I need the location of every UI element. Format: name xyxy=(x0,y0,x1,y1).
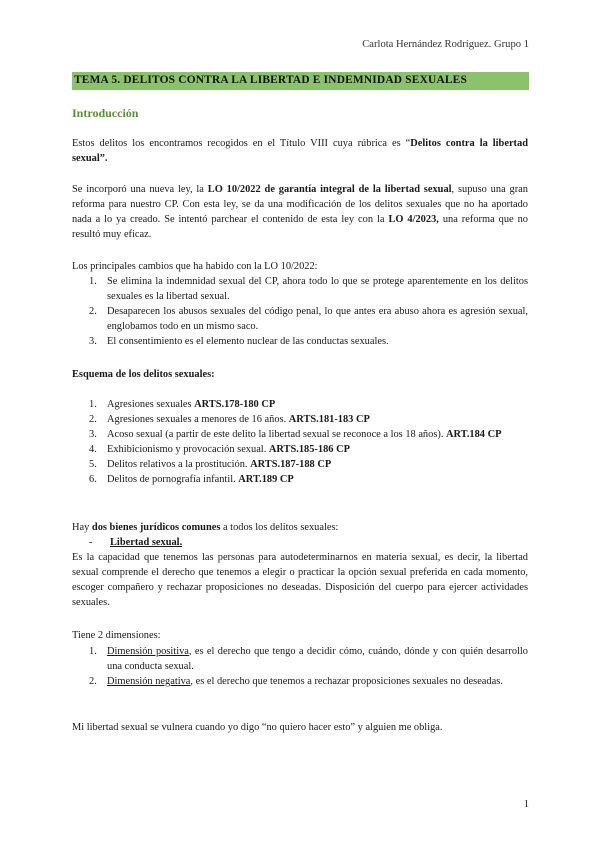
page-number: 1 xyxy=(523,799,529,810)
list-item xyxy=(72,412,528,427)
dimension-label: Dimensión negativa xyxy=(107,676,191,687)
list-item-text: Agresiones sexuales a menores de 16 años. xyxy=(107,414,289,425)
intro-p2-text-c: , supuso una gran reforma para nuestro CP. Con esta ley, se da una modificación de los delitos sexuales que no ha aportado nada a lo ya creado. Se intentó parchear el contenido de esta ley con la xyxy=(72,184,528,225)
list-item-article: ARTS.181-183 CP xyxy=(288,414,370,425)
list-item-number: 3. xyxy=(89,429,97,440)
changes-list xyxy=(72,274,528,349)
list-item-number: 2. xyxy=(89,306,97,317)
intro-paragraph-2 xyxy=(72,182,528,242)
intro-p2-text-a: Se incorporó una nueva ley, la xyxy=(72,184,208,195)
goods-item-label xyxy=(110,535,182,550)
list-item-number: 4. xyxy=(89,444,97,455)
document-title: TEMA 5. DELITOS CONTRA LA LIBERTAD E INDEMNIDAD SEXUALES xyxy=(74,74,467,86)
list-item-article: ARTS.187-188 CP xyxy=(250,459,332,470)
list-item-text: Agresiones sexuales xyxy=(107,399,195,410)
list-item-article: ART.189 CP xyxy=(238,474,294,485)
list-item-text: Exhibicionismo y provocación sexual. xyxy=(107,444,269,455)
dimensions-intro: Tiene 2 dimensiones: xyxy=(72,630,161,641)
intro-p2-law-2023: LO 4/2023, xyxy=(388,214,439,225)
goods-intro-text-c: a todos los delitos sexuales: xyxy=(220,522,339,533)
scheme-list xyxy=(72,397,528,487)
list-item-article: ART.184 CP xyxy=(446,429,502,440)
list-item xyxy=(72,442,528,457)
list-item-number: 2. xyxy=(89,414,97,425)
section-heading-introduccion: Introducción xyxy=(72,106,139,120)
list-item-text: , es el derecho que tenemos a rechazar proposiciones sexuales no deseadas. xyxy=(190,676,503,687)
intro-p2-text-e: una reforma que no resultó muy eficaz. xyxy=(72,214,528,240)
intro-p2-law-name: LO 10/2022 de garantía integral de la libertad sexual xyxy=(207,184,452,195)
goods-intro-text-a: Hay xyxy=(72,522,92,533)
list-item xyxy=(72,427,528,442)
page-header-author: Carlota Hernández Rodríguez. Grupo 1 xyxy=(362,39,529,50)
list-item-number: 1. xyxy=(89,646,97,657)
list-item xyxy=(72,644,528,674)
intro-p1-text: Estos delitos los encontramos recogidos en el Título VIII cuya rúbrica es “ xyxy=(72,138,411,149)
list-item-number: 1. xyxy=(89,399,97,410)
list-item-article: ARTS.185-186 CP xyxy=(268,444,350,455)
list-item-text: El consentimiento es el elemento nuclear de las conductas sexuales. xyxy=(107,336,389,347)
goods-intro xyxy=(72,520,528,535)
list-item xyxy=(72,472,528,487)
goods-item-text: Libertad sexual. xyxy=(110,537,183,548)
scheme-heading-text: Esquema de los delitos sexuales: xyxy=(72,369,215,380)
list-item-text: , es el derecho que tengo a decidir cómo, cuándo, dónde y con quién desarrollo una conducta sexual. xyxy=(107,646,528,672)
list-item-number: 5. xyxy=(89,459,97,470)
list-item xyxy=(72,674,528,689)
intro-paragraph-1 xyxy=(72,136,528,166)
changes-intro: Los principales cambios que ha habido con la LO 10/2022: xyxy=(72,261,318,272)
goods-intro-bold: dos bienes jurídicos comunes xyxy=(91,522,221,533)
list-item xyxy=(72,334,528,349)
list-item-text: Delitos relativos a la prostitución. xyxy=(107,459,251,470)
list-item xyxy=(72,274,528,304)
dimensions-list xyxy=(72,644,528,689)
list-item-number: 6. xyxy=(89,474,97,485)
dimension-label: Dimensión positiva xyxy=(107,646,189,657)
dash-bullet: - xyxy=(89,537,93,548)
list-item-article: ARTS.178-180 CP xyxy=(194,399,276,410)
list-item-text: Delitos de pornografía infantil. xyxy=(107,474,239,485)
list-item-number: 2. xyxy=(89,676,97,687)
list-item xyxy=(72,397,528,412)
list-item-text: Desaparecen los abusos sexuales del código penal, lo que antes era abuso ahora es agresión sexual, englobamos todo en un mismo saco. xyxy=(107,306,528,332)
closing-paragraph: Mi libertad sexual se vulnera cuando yo digo “no quiero hacer esto” y alguien me obliga. xyxy=(72,722,443,733)
list-item-number: 1. xyxy=(89,276,97,287)
title-bar xyxy=(72,72,529,90)
list-item-number: 3. xyxy=(89,336,97,347)
list-item xyxy=(72,457,528,472)
list-item-text: Acoso sexual (a partir de este delito la libertad sexual se reconoce a los 18 años). xyxy=(107,429,447,440)
list-item-text: Se elimina la indemnidad sexual del CP, ahora todo lo que se protege aparentemente en los delitos sexuales es la libertad sexual. xyxy=(107,276,528,302)
intro-p1-bold: Delitos contra la libertad sexual xyxy=(72,138,528,164)
intro-p1-end: ”. xyxy=(99,153,108,164)
scheme-heading xyxy=(72,367,528,382)
goods-paragraph: Es la capacidad que tenemos las personas para autodeterminarnos en materia sexual, es decir, la libertad sexual comprende el derecho que tenemos a elegir o practicar la opción sexual preferida en cada momento, escoger compañero y rechazar proposiciones no deseadas. Disposición del cuerpo para ejercer actividades sexuales. xyxy=(72,552,528,608)
list-item xyxy=(72,304,528,334)
